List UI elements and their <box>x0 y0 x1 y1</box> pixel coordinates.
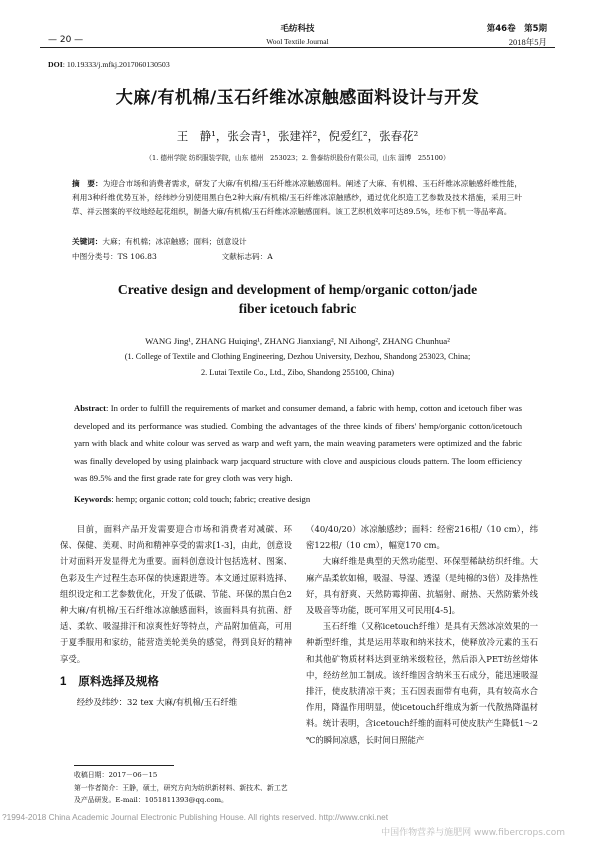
intro-paragraph: 目前，面料产品开发需要迎合市场和消费者对减碳、环保、保健、美观、时尚和精神享受的需求[1-3]，由此，创意设计对面料开发显得尤为重要。面料创意设计包括选材、图案、色彩及生产过程生态环保的快速跟进等。本文通过原料选择、组织设定和工艺参数优化，开发了低碳、节能、环保的黑白色2种大麻/有机棉/玉石纤维冰凉触感面料，该面料具有抗菌、舒适、柔软、吸湿排汗和凉爽性好等特点，产品附加值高，可用于夏季服用和家纺，能营造美轮美奂的感觉，得到良好的精神享受。 <box>60 524 292 664</box>
copyright-footer: ?1994-2018 China Academic Journal Electronic Publishing House. All rights reserved. http://www.cnki.net <box>2 812 389 822</box>
classification-line <box>72 250 522 264</box>
footnote-rule <box>74 765 174 766</box>
issue-date: 2018年5月 <box>508 37 547 47</box>
section-heading-1 <box>60 673 292 690</box>
journal-name-cn: 毛纺科技 <box>280 24 315 34</box>
keywords-en-label: Keywords <box>74 494 112 504</box>
authors-cn: 王 静¹，张会青¹，张建祥²，倪爱红²，张春花² <box>176 129 419 143</box>
affiliations-en-line1: (1. College of Textile and Clothing Engineering, Dezhou University, Dezhou, Shandong 253023, China; <box>124 352 471 361</box>
body-left-column <box>60 521 292 710</box>
section-title: 原料选择及规格 <box>78 673 159 688</box>
volume-issue: 第46卷 第5期 <box>486 24 547 34</box>
doi-value: : 10.19333/j.mfkj.2017060130503 <box>62 60 170 69</box>
page-number: — 20 — <box>48 35 84 45</box>
keywords-cn <box>72 235 522 249</box>
author-bio: 第一作者简介：王静，硕士，研究方向为纺织新材料、新技术、新工艺及产品研发。E-mail：1051811393@qq.com。 <box>74 783 288 804</box>
keywords-cn-label: 关键词： <box>72 237 103 246</box>
doi-label: DOI <box>48 60 63 69</box>
abstract-en <box>74 400 522 488</box>
hemp-paragraph: 大麻纤维是典型的天然功能型、环保型稀缺纺织纤维。大麻产品柔软如棉，吸湿、导湿、透湿（是纯棉的3倍）及排热性好，具有舒爽、天然防霉抑菌、抗辐射、耐热、天然防紫外线及吸音等功能，既可军用又可民用[4-5]。 <box>306 556 538 616</box>
clc-value: TS 106.83 <box>117 252 157 261</box>
yarn-spec-paragraph: 经纱及纬纱：32 tex 大麻/有机棉/玉石纤维 <box>76 697 238 708</box>
journal-name-en: Wool Textile Journal <box>266 37 329 46</box>
affiliations-cn: （1. 德州学院 纺织服装学院，山东 德州 253023；2. 鲁泰纺织股份有限公司，山东 淄博 255100） <box>145 154 450 162</box>
doc-code-value: A <box>267 252 273 261</box>
doc-code-label: 文献标志码： <box>221 252 268 261</box>
clc-label: 中图分类号： <box>72 252 118 261</box>
header-rule <box>40 47 555 48</box>
title-en-line1: Creative design and development of hemp/organic cotton/jade <box>117 282 478 297</box>
yarn-spec-continued: （40/40/20）冰凉触感纱；面料：经密216根/（10 cm），纬密122根/（10 cm），幅宽170 cm。 <box>306 524 538 551</box>
abstract-en-text: : In order to fulfill the requirements of market and consumer demand, a fabric with hemp, cotton and icetouch fiber was developed and its performance was studied. Combing the advantages of the three kinds of fibers' hemp/organic cotton/icetouch yarn with black and white colour was served as warp and weft yarn, the main weaving parameters were optimized and the fabric was finally developed by using plainback warp jacquard structure with clove and auspicious clouds pattern. The loom efficiency was 89.5% and the first grade rate for grey cloth was very high. <box>74 403 522 484</box>
abstract-en-label: Abstract <box>74 403 106 413</box>
section-number: 1 <box>60 675 67 688</box>
keywords-cn-text: 大麻；有机棉；冰凉触感；面料；创意设计 <box>102 237 247 246</box>
title-en-line2: fiber icetouch fabric <box>238 301 357 316</box>
icetouch-paragraph: 玉石纤维（又称icetouch纤维）是具有天然冰凉效果的一种新型纤维，其是运用萃取和纳米技术，使释放冷元素的玉石和其他矿物质材料达到亚纳米级粒径，然后添入PET纺丝熔体中，经纺丝加工制成。该纤维因含纳米玉石成分，能迅速吸湿排汗，使皮肤清凉干爽；玉石因表面带有电荷，具有较高水合作用，降温作用明显，使icetouch纤维成为新一代散热降温材料。统计表明，含icetouch纤维的面料可使皮肤产生降低1～2 ℃的瞬间凉感，长时间日照能产 <box>306 621 538 745</box>
abstract-cn <box>72 177 522 219</box>
watermark: 中国作物营养与施肥网 www.fibercrops.com <box>381 828 565 838</box>
abstract-cn-text: 为迎合市场和消费者需求，研发了大麻/有机棉/玉石纤维冰凉触感面料。阐述了大麻、有机棉、玉石纤维冰凉触感纤维性能，利用3种纤维优势互补，经纬纱分别使用黑白色2种大麻/有机棉/玉石纤维冰凉触感纱，通过优化织造工艺参数及技术措施，采用三叶草、祥云图案的平纹地经起花组织，制备大麻/有机棉/玉石纤维冰凉触感面料。该工艺织机效率可达89.5%，坯布下机一等品率高。 <box>72 179 522 216</box>
body-right-column <box>306 521 538 748</box>
keywords-en <box>74 491 522 509</box>
affiliations-en-line2: 2. Lutai Textile Co., Ltd., Zibo, Shandong 255100, China) <box>200 368 395 377</box>
received-date: 收稿日期：2017－06－15 <box>74 771 158 779</box>
keywords-en-text: : hemp; organic cotton; cold touch; fabric; creative design <box>111 494 311 504</box>
authors-en: WANG Jing¹, ZHANG Huiqing¹, ZHANG Jianxiang², NI Aihong², ZHANG Chunhua² <box>145 336 450 346</box>
doi-line <box>48 60 170 69</box>
title-cn: 大麻/有机棉/玉石纤维冰凉触感面料设计与开发 <box>115 88 480 108</box>
abstract-cn-label: 摘 要： <box>72 179 103 188</box>
footnote <box>74 769 294 807</box>
